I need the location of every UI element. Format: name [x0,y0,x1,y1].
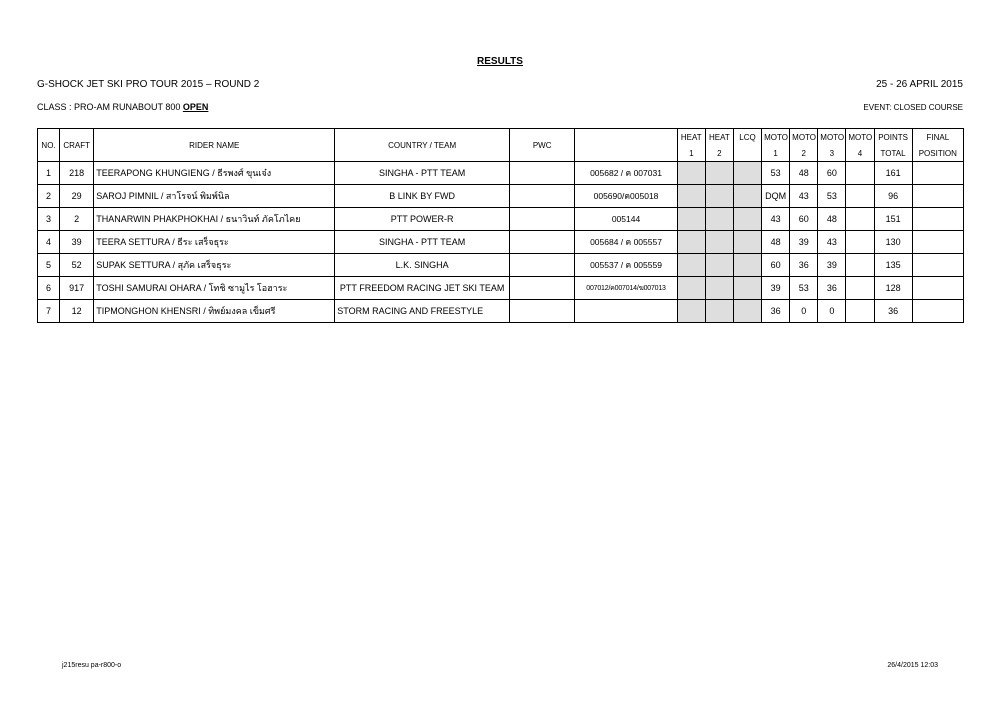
col-final: FINAL [912,129,963,146]
class-open-label: OPEN [182,102,209,112]
cell-pwc [510,300,575,323]
cell-pwc-no: 005684 / ค 005557 [575,231,677,254]
cell-country: B LINK BY FWD [335,185,510,208]
cell-pwc-no [575,300,677,323]
cell-lcq [733,162,761,185]
col-points: POINTS [874,129,912,146]
cell-pwc [510,254,575,277]
col-moto-2-number: 2 [790,145,818,162]
col-moto-1-number: 1 [762,145,790,162]
cell-final [912,185,963,208]
cell-craft: 917 [60,277,94,300]
cell-moto-4 [846,300,874,323]
cell-heat-2 [705,254,733,277]
cell-lcq [733,231,761,254]
cell-pwc-no: 007012/ค007014/ฆ007013 [575,277,677,300]
cell-lcq [733,254,761,277]
cell-moto-4 [846,162,874,185]
cell-moto-3: 60 [818,162,846,185]
page-title: RESULTS [477,56,523,67]
col-position: POSITION [912,145,963,162]
cell-pwc [510,185,575,208]
cell-moto-1: 48 [762,231,790,254]
cell-rider: SUPAK SETTURA / สุภัค เสร็จธุระ [94,254,335,277]
cell-points: 96 [874,185,912,208]
cell-no: 3 [38,208,60,231]
table-row [38,185,964,208]
cell-heat-2 [705,162,733,185]
cell-country: SINGHA - PTT TEAM [335,231,510,254]
cell-heat-1 [677,300,705,323]
cell-country: PTT FREEDOM RACING JET SKI TEAM [335,277,510,300]
col-heat-2: HEAT [705,129,733,146]
cell-moto-3: 39 [818,254,846,277]
cell-final [912,300,963,323]
cell-pwc [510,162,575,185]
cell-heat-2 [705,208,733,231]
cell-pwc [510,208,575,231]
cell-pwc-no: 005144 [575,208,677,231]
cell-moto-2: 39 [790,231,818,254]
col-moto-3-number: 3 [818,145,846,162]
cell-moto-3: 36 [818,277,846,300]
cell-no: 7 [38,300,60,323]
cell-rider: THANARWIN PHAKPHOKHAI / ธนาวินท์ ภัคโภไคย [94,208,335,231]
col-country: COUNTRY / TEAM [335,129,510,162]
col-pwc: PWC [510,129,575,162]
col-total: TOTAL [874,145,912,162]
class-line [37,102,208,112]
col-rider: RIDER NAME [94,129,335,162]
cell-moto-1: 53 [762,162,790,185]
cell-no: 6 [38,277,60,300]
cell-moto-3: 43 [818,231,846,254]
col-moto-3: MOTO [818,129,846,146]
col-heat-1-number: 1 [677,145,705,162]
cell-heat-2 [705,185,733,208]
cell-moto-2: 0 [790,300,818,323]
cell-lcq [733,208,761,231]
cell-rider: TEERA SETTURA / ธีระ เสร็จธุระ [94,231,335,254]
event-name: G-SHOCK JET SKI PRO TOUR 2015 – ROUND 2 [37,79,260,90]
cell-lcq [733,185,761,208]
col-lcq: LCQ [733,129,761,146]
cell-moto-4 [846,231,874,254]
cell-heat-2 [705,277,733,300]
cell-moto-3: 48 [818,208,846,231]
cell-moto-2: 36 [790,254,818,277]
cell-craft: 218 [60,162,94,185]
cell-country: SINGHA - PTT TEAM [335,162,510,185]
col-heat-2-number: 2 [705,145,733,162]
table-row [38,277,964,300]
cell-heat-1 [677,254,705,277]
cell-heat-2 [705,300,733,323]
cell-country: L.K. SINGHA [335,254,510,277]
cell-moto-4 [846,277,874,300]
cell-final [912,231,963,254]
cell-moto-3: 53 [818,185,846,208]
cell-country: STORM RACING AND FREESTYLE [335,300,510,323]
cell-country: PTT POWER-R [335,208,510,231]
col-craft: CRAFT [60,129,94,162]
cell-moto-4 [846,208,874,231]
cell-final [912,162,963,185]
col-lcq-sub [733,145,761,162]
cell-heat-1 [677,185,705,208]
cell-points: 128 [874,277,912,300]
cell-moto-2: 43 [790,185,818,208]
cell-craft: 52 [60,254,94,277]
table-row [38,300,964,323]
table-row [38,254,964,277]
col-no: NO. [38,129,60,162]
cell-moto-3: 0 [818,300,846,323]
event-date: 25 - 26 APRIL 2015 [876,79,963,90]
cell-rider: SAROJ PIMNIL / สาโรจน์ พิมพ์นิล [94,185,335,208]
cell-moto-2: 48 [790,162,818,185]
results-table [37,128,964,323]
cell-points: 130 [874,231,912,254]
event-type: EVENT: CLOSED COURSE [863,103,963,112]
col-moto-4: MOTO [846,129,874,146]
cell-points: 135 [874,254,912,277]
col-moto-4-number: 4 [846,145,874,162]
cell-no: 2 [38,185,60,208]
cell-moto-1: 60 [762,254,790,277]
cell-points: 151 [874,208,912,231]
table-row [38,231,964,254]
cell-heat-1 [677,162,705,185]
cell-craft: 39 [60,231,94,254]
table-row [38,208,964,231]
cell-final [912,277,963,300]
cell-points: 161 [874,162,912,185]
cell-lcq [733,300,761,323]
cell-rider: TOSHI SAMURAI OHARA / โทชิ ซามูไร โอฮาระ [94,277,335,300]
cell-moto-1: DQM [762,185,790,208]
cell-rider: TIPMONGHON KHENSRI / ทิพย์มงคล เข็มศรี [94,300,335,323]
cell-moto-1: 43 [762,208,790,231]
cell-moto-1: 39 [762,277,790,300]
cell-pwc-no: 005690/ค005018 [575,185,677,208]
cell-pwc [510,231,575,254]
cell-rider: TEERAPONG KHUNGIENG / ธีรพงศ์ ขุนเจ๋ง [94,162,335,185]
cell-moto-2: 53 [790,277,818,300]
col-moto-1: MOTO [762,129,790,146]
class-label: CLASS : PRO-AM RUNABOUT 800 [37,102,183,112]
cell-heat-1 [677,208,705,231]
cell-craft: 29 [60,185,94,208]
cell-craft: 2 [60,208,94,231]
footer-timestamp: 26/4/2015 12:03 [887,662,938,669]
cell-craft: 12 [60,300,94,323]
cell-final [912,254,963,277]
cell-lcq [733,277,761,300]
cell-heat-2 [705,231,733,254]
cell-no: 4 [38,231,60,254]
footer-file-code: j215resu pa-r800-o [62,662,122,669]
cell-moto-1: 36 [762,300,790,323]
cell-no: 1 [38,162,60,185]
cell-pwc [510,277,575,300]
cell-final [912,208,963,231]
cell-pwc-no: 005682 / ค 007031 [575,162,677,185]
cell-moto-4 [846,185,874,208]
cell-heat-1 [677,231,705,254]
col-heat-1: HEAT [677,129,705,146]
col-moto-2: MOTO [790,129,818,146]
col-pwc-no [575,129,677,162]
cell-moto-2: 60 [790,208,818,231]
cell-heat-1 [677,277,705,300]
cell-points: 36 [874,300,912,323]
cell-no: 5 [38,254,60,277]
cell-moto-4 [846,254,874,277]
cell-pwc-no: 005537 / ค 005559 [575,254,677,277]
table-row [38,162,964,185]
